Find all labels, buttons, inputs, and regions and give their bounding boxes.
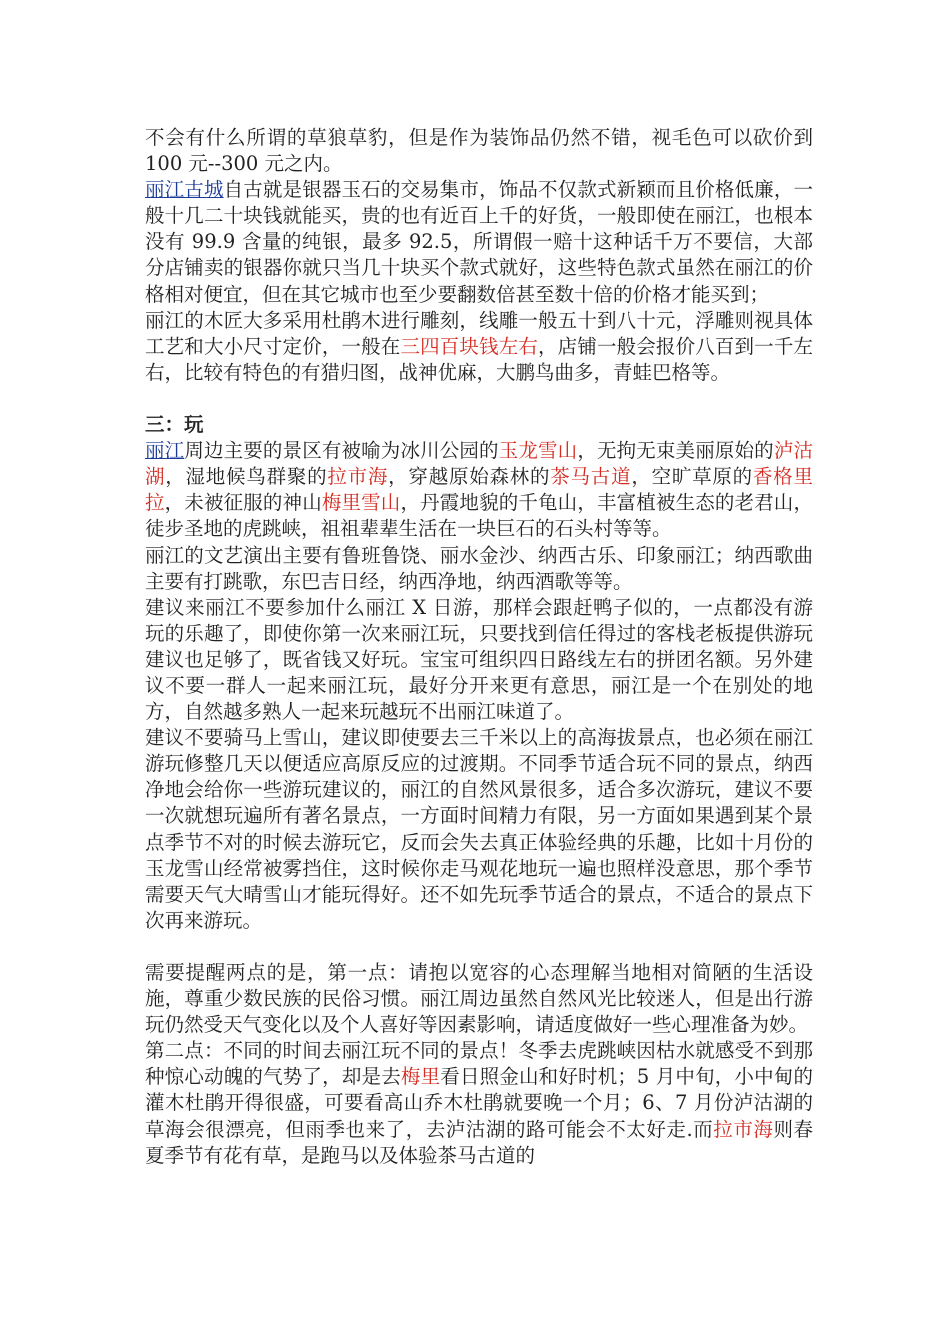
paragraph-text: 不会有什么所谓的草狼草豹，但是作为装饰品仍然不错，视毛色可以砍价到 100 元--300 元之内。: [145, 126, 813, 176]
paragraph-text: ，穿越原始森林的: [388, 465, 551, 489]
paragraph-reminder-second: [145, 1038, 813, 1168]
paragraph-text: 丽江的文艺演出主要有鲁班鲁饶、丽水金沙、纳西古乐、印象丽江；纳西歌曲主要有打跳歌，东巴吉日经，纳西净地，纳西酒歌等等。: [145, 543, 813, 593]
paragraph-altitude-advice: [145, 725, 813, 934]
paragraph-text: 自古就是银器玉石的交易集市，饰品不仅款式新颖而且价格低廉，一般十几二十块钱就能买，贵的也有近百上千的好货，一般即使在丽江，也根本没有 99.9 含量的纯银，最多 92.5，所谓假一赔十这种话千万不要信，大部分店铺卖的银器你就只当几十块买个款式就好，这些特色款式虽然在丽江的价格相对便宜，但在其它城市也至少要翻数倍甚至数十倍的价格才能买到；: [145, 178, 813, 306]
section-heading-play: 三：玩: [145, 413, 204, 437]
paragraph-text: 需要提醒两点的是，第一点：请抱以宽容的心态理解当地相对简陋的生活设施，尊重少数民族的民俗习惯。丽江周边虽然自然风光比较迷人，但是出行游玩仍然受天气变化以及个人喜好等因素影响，请适度做好一些心理准备为妙。: [145, 961, 813, 1037]
paragraph-text: 丽江的木匠大多采用杜鹃木进行雕刻，线雕一般五十到八十元，浮雕则视具体工艺和大小尺寸定价，一般在: [145, 308, 813, 358]
link-lijiang-old-town[interactable]: 丽江古城: [145, 178, 224, 202]
blank-line: [145, 386, 813, 412]
paragraph-text: 周边主要的景区有被喻为冰川公园的: [184, 439, 499, 463]
highlight-meili: 梅里: [400, 1065, 441, 1089]
paragraph-scenic-spots: [145, 438, 813, 542]
paragraph-text: ，未被征服的神山: [164, 491, 322, 515]
paragraph-text: ，湿地候鸟群聚的: [165, 465, 328, 489]
highlight-tea-horse-road: 茶马古道: [550, 465, 632, 489]
paragraph-text: ，空旷草原的: [631, 465, 753, 489]
highlight-lugu-lake: 泸沽湖: [145, 439, 813, 489]
paragraph-text: 看日照金山和好时机；5 月中旬，小中甸的灌木杜鹃开得很盛，可要看高山乔木杜鹃就要晚一个月；6、7 月份泸沽湖的草海会很漂亮，但雨季也来了，去泸沽湖的路可能会不太好走.而: [145, 1065, 813, 1141]
paragraph-text: 建议不要骑马上雪山，建议即使要去三千米以上的高海拔景点，也必须在丽江游玩修整几天以便适应高原反应的过渡期。不同季节适合玩不同的景点，纳西净地会给你一些游玩建议的，丽江的自然风景很多，适合多次游玩，建议不要一次就想玩遍所有著名景点，一方面时间精力有限，另一方面如果遇到某个景点季节不对的时候去游玩它，反而会失去真正体验经典的乐趣，比如十月份的玉龙雪山经常被雾挡住，这时候你走马观花地玩一遍也照样没意思，那个季节需要天气大晴雪山才能玩得好。还不如先玩季节适合的景点，不适合的景点下次再来游玩。: [145, 726, 813, 932]
highlight-meili-snow-mountain: 梅里雪山: [321, 491, 401, 515]
highlight-price: 三四百块钱左右: [400, 334, 539, 358]
paragraph-tour-advice: [145, 595, 813, 725]
link-lijiang[interactable]: 丽江: [145, 439, 185, 463]
paragraph-text: ，无拘无束美丽原始的: [577, 439, 774, 463]
paragraph-wood-carving: [145, 308, 813, 386]
document-page: [145, 125, 813, 1169]
paragraph-performances: [145, 543, 813, 595]
highlight-lashi-lake: 拉市海: [713, 1117, 774, 1141]
paragraph-text: 第二点：不同的时间去丽江玩不同的景点！冬季去虎跳峡因枯水就感受不到那种惊心动魄的气势了，却是去: [145, 1039, 813, 1089]
paragraph-text: ，丹霞地貌的千龟山，丰富植被生态的老君山，徒步圣地的虎跳峡，祖祖辈辈生活在一块巨石的石头村等等。: [145, 491, 813, 541]
paragraph-reminder-first: [145, 960, 813, 1038]
blank-line: [145, 934, 813, 960]
highlight-yulong-snow-mountain: 玉龙雪山: [498, 439, 578, 463]
paragraph-silver-market: [145, 177, 813, 307]
paragraph-text: 建议来丽江不要参加什么丽江 X 日游，那样会跟赶鸭子似的，一点都没有游玩的乐趣了，即使你第一次来丽江玩，只要找到信任得过的客栈老板提供游玩建议也足够了，既省钱又好玩。宝宝可组织四日路线左右的拼团名额。另外建议不要一群人一起来丽江玩，最好分开来更有意思，丽江是一个在别处的地方，自然越多熟人一起来玩越玩不出丽江味道了。: [145, 595, 813, 724]
paragraph-text: ，店铺一般会报价八百到一千左右，比较有特色的有猎归图，战神优麻，大鹏鸟曲多，青蛙巴格等。: [145, 334, 813, 384]
highlight-shangri-la: 香格里拉: [145, 465, 813, 515]
paragraph-text: 则春夏季节有花有草，是跑马以及体验茶马古道的: [145, 1117, 813, 1167]
highlight-lashi-lake: 拉市海: [327, 465, 389, 489]
paragraph-decoration-price: [145, 125, 813, 177]
